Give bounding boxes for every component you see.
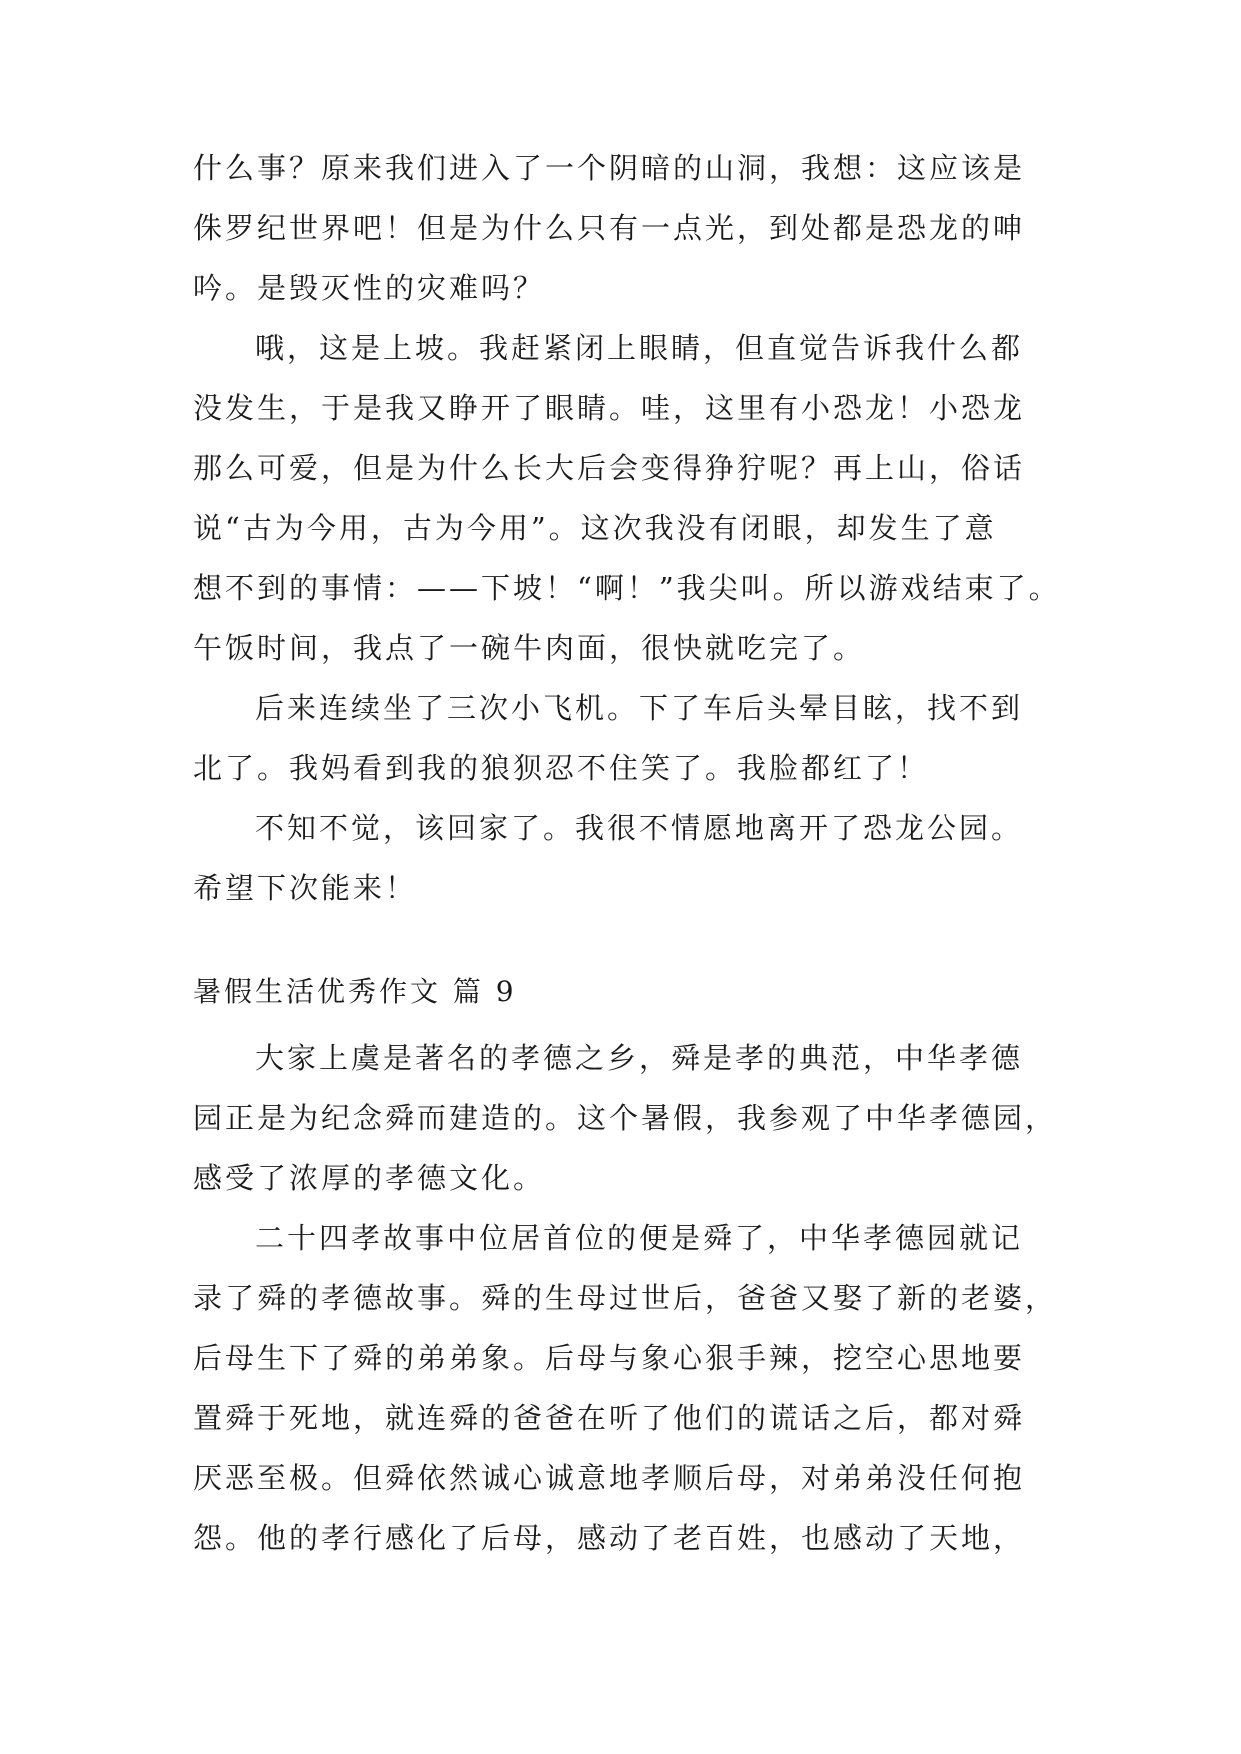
section-heading: 暑假生活优秀作文 篇 9 bbox=[193, 975, 517, 1008]
text-line: 园正是为纪念舜而建造的。这个暑假，我参观了中华孝德园， bbox=[193, 1101, 1058, 1135]
text-line: 什么事？原来我们进入了一个阴暗的山洞，我想：这应该是 bbox=[193, 151, 1026, 185]
text-line: 没发生，于是我又睁开了眼睛。哇，这里有小恐龙！小恐龙 bbox=[193, 391, 1026, 425]
text-line: 吟。是毁灭性的灾难吗？ bbox=[193, 271, 546, 305]
body-text-part-2 bbox=[193, 1028, 1073, 1568]
paragraph-start-line: 大家上虞是著名的孝德之乡，舜是孝的典范，中华孝德 bbox=[255, 1041, 1024, 1075]
paragraph-start-line: 不知不觉，该回家了。我很不情愿地离开了恐龙公园。 bbox=[255, 811, 1024, 845]
text-line: 那么可爱，但是为什么长大后会变得狰狞呢？再上山，俗话 bbox=[193, 451, 1026, 485]
text-line: 说“古为今用，古为今用”。这次我没有闭眼，却发生了意 bbox=[193, 511, 997, 545]
text-line: 希望下次能来！ bbox=[193, 871, 418, 905]
paragraph-start-line: 后来连续坐了三次小飞机。下了车后头晕目眩，找不到 bbox=[255, 691, 1024, 725]
body-text-part-1 bbox=[193, 138, 1073, 918]
text-line: 置舜于死地，就连舜的爸爸在听了他们的谎话之后，都对舜 bbox=[193, 1401, 1026, 1435]
text-line: 北了。我妈看到我的狼狈忍不住笑了。我脸都红了！ bbox=[193, 751, 930, 785]
text-line: 感受了浓厚的孝德文化。 bbox=[193, 1161, 546, 1195]
text-line: 后母生下了舜的弟弟象。后母与象心狠手辣，挖空心思地要 bbox=[193, 1341, 1026, 1375]
text-line: 午饭时间，我点了一碗牛肉面，很快就吃完了。 bbox=[193, 631, 866, 665]
text-line: 厌恶至极。但舜依然诚心诚意地孝顺后母，对弟弟没任何抱 bbox=[193, 1461, 1026, 1495]
text-line: 怨。他的孝行感化了后母，感动了老百姓，也感动了天地， bbox=[193, 1521, 1026, 1555]
paragraph-start-line: 二十四孝故事中位居首位的便是舜了，中华孝德园就记 bbox=[255, 1221, 1024, 1255]
text-line: 想不到的事情：——下坡！“啊！”我尖叫。所以游戏结束了。 bbox=[193, 571, 1061, 605]
text-line: 侏罗纪世界吧！但是为什么只有一点光，到处都是恐龙的呻 bbox=[193, 211, 1026, 245]
paragraph-start-line: 哦，这是上坡。我赶紧闭上眼睛，但直觉告诉我什么都 bbox=[255, 331, 1024, 365]
text-line: 录了舜的孝德故事。舜的生母过世后，爸爸又娶了新的老婆， bbox=[193, 1281, 1058, 1315]
